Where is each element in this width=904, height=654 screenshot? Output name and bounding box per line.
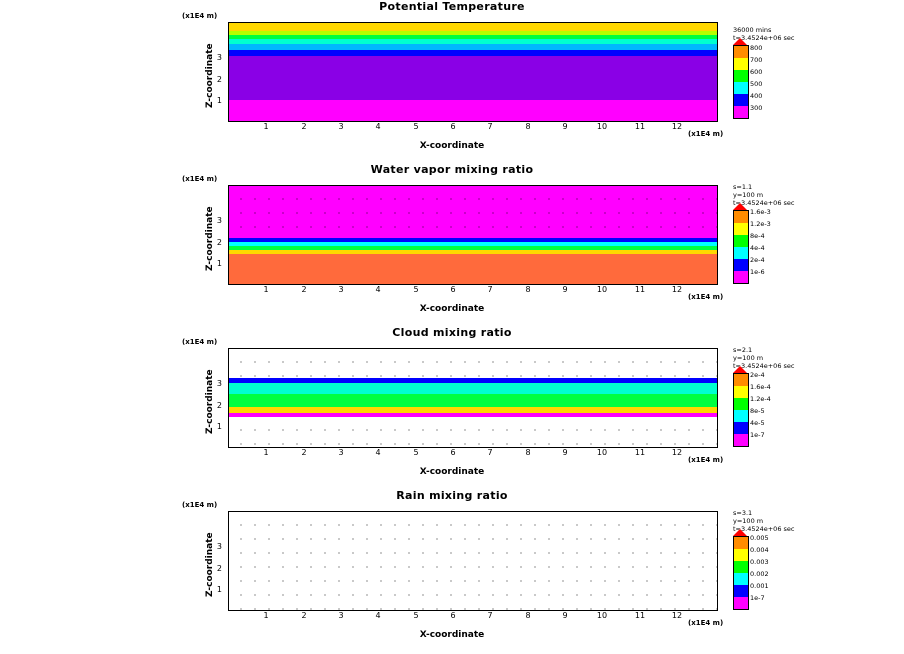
band (229, 100, 717, 121)
colorbar-potential-temperature (733, 45, 749, 119)
colorbar-tick-label: 0.005 (750, 534, 769, 542)
y-tick-label: 1 (216, 585, 222, 594)
panel-water-vapor-mixing-ratio (0, 163, 904, 323)
x-tick-label: 11 (634, 448, 646, 457)
colorbar-tick-label: 1e-7 (750, 594, 765, 602)
plot-area-cloud (228, 348, 718, 448)
colorbar-segment (734, 223, 748, 235)
y-tick-label: 2 (216, 564, 222, 573)
plot-area-rain (228, 511, 718, 611)
colorbar-segment (734, 46, 748, 58)
annotation-s-value: s=1.1 (733, 183, 753, 191)
colorbar-rain (733, 536, 749, 610)
y-tick-label: 2 (216, 75, 222, 84)
y-axis-unit: (x1E4 m) (182, 175, 218, 183)
plot-area-potential-temperature (228, 22, 718, 122)
colorbar-segment (734, 549, 748, 561)
colorbar-segment (734, 597, 748, 609)
colorbar-tick-label: 1.2e-3 (750, 220, 771, 228)
colorbar-segment (734, 58, 748, 70)
x-tick-label: 12 (671, 285, 683, 294)
x-axis-label: X-coordinate (419, 304, 485, 314)
colorbar-segment (734, 422, 748, 434)
colorbar-tick-label: 1.6e-3 (750, 208, 771, 216)
annotation-time-seconds: t=3.4524e+06 sec (733, 34, 795, 42)
x-tick-label: 1 (263, 285, 269, 294)
panel-title: Rain mixing ratio (396, 489, 508, 502)
x-tick-label: 4 (375, 448, 381, 457)
colorbar-segment (734, 211, 748, 223)
colorbar-tick-label: 1.2e-4 (750, 395, 771, 403)
panel-title: Water vapor mixing ratio (370, 163, 534, 176)
x-tick-label: 6 (450, 611, 456, 620)
x-tick-label: 5 (413, 611, 419, 620)
colorbar-segment (734, 259, 748, 271)
colorbar-tick-label: 2e-4 (750, 371, 765, 379)
x-tick-label: 7 (487, 611, 493, 620)
annotation-time-seconds: t=3.4524e+06 sec (733, 525, 795, 533)
panel-rain-mixing-ratio (0, 489, 904, 654)
colorbar-segment (734, 82, 748, 94)
annotation-y-value: y=100 m (733, 517, 764, 525)
y-axis-label: Z-coordinate (205, 43, 215, 108)
y-axis-label: Z-coordinate (205, 369, 215, 434)
x-tick-label: 2 (301, 448, 307, 457)
colorbar-segment (734, 235, 748, 247)
x-axis-unit: (x1E4 m) (688, 130, 724, 138)
x-axis-label: X-coordinate (419, 141, 485, 151)
panel-title: Cloud mixing ratio (392, 326, 512, 339)
band (229, 254, 717, 284)
y-axis-unit: (x1E4 m) (182, 338, 218, 346)
colorbar-tick-label: 500 (750, 80, 763, 88)
x-tick-label: 12 (671, 611, 683, 620)
colorbar-segment (734, 386, 748, 398)
x-tick-label: 5 (413, 122, 419, 131)
x-tick-label: 9 (562, 611, 568, 620)
colorbar-water-vapor (733, 210, 749, 284)
x-tick-label: 8 (525, 611, 531, 620)
y-tick-label: 1 (216, 96, 222, 105)
colorbar-segment (734, 434, 748, 446)
x-tick-label: 3 (338, 122, 344, 131)
annotation-s-value: s=2.1 (733, 346, 753, 354)
colorbar-tick-label: 2e-4 (750, 256, 765, 264)
x-tick-label: 4 (375, 611, 381, 620)
x-tick-label: 8 (525, 285, 531, 294)
band (229, 394, 717, 407)
grid-dots-lower (229, 417, 717, 447)
colorbar-segment (734, 94, 748, 106)
y-tick-label: 2 (216, 401, 222, 410)
x-tick-label: 6 (450, 285, 456, 294)
grid-dots (229, 186, 717, 238)
colorbar-tick-label: 0.002 (750, 570, 769, 578)
x-tick-label: 4 (375, 122, 381, 131)
x-tick-label: 7 (487, 448, 493, 457)
band (229, 56, 717, 100)
x-tick-label: 7 (487, 285, 493, 294)
x-tick-label: 12 (671, 448, 683, 457)
y-tick-label: 3 (216, 216, 222, 225)
colorbar-segment (734, 374, 748, 386)
colorbar-segment (734, 585, 748, 597)
annotation-time-seconds: t=3.4524e+06 sec (733, 362, 795, 370)
x-tick-label: 5 (413, 448, 419, 457)
band (229, 23, 717, 31)
colorbar-cloud (733, 373, 749, 447)
colorbar-tick-label: 4e-5 (750, 419, 765, 427)
x-axis-label: X-coordinate (419, 630, 485, 640)
x-tick-label: 12 (671, 122, 683, 131)
colorbar-top-arrow (733, 529, 747, 536)
x-tick-label: 9 (562, 285, 568, 294)
grid-dots (229, 512, 717, 610)
x-tick-label: 5 (413, 285, 419, 294)
x-tick-label: 10 (596, 285, 608, 294)
colorbar-segment (734, 573, 748, 585)
colorbar-tick-label: 1e-6 (750, 268, 765, 276)
y-tick-label: 1 (216, 259, 222, 268)
colorbar-segment (734, 271, 748, 283)
colorbar-tick-label: 800 (750, 44, 763, 52)
colorbar-tick-label: 700 (750, 56, 763, 64)
band (229, 383, 717, 394)
colorbar-tick-label: 0.004 (750, 546, 769, 554)
x-axis-unit: (x1E4 m) (688, 619, 724, 627)
x-axis-label: X-coordinate (419, 467, 485, 477)
colorbar-tick-label: 4e-4 (750, 244, 765, 252)
annotation-time-seconds: t=3.4524e+06 sec (733, 199, 795, 207)
x-axis-unit: (x1E4 m) (688, 456, 724, 464)
colorbar-segment (734, 70, 748, 82)
y-axis-label: Z-coordinate (205, 206, 215, 271)
x-tick-label: 10 (596, 611, 608, 620)
y-tick-label: 3 (216, 53, 222, 62)
panel-potential-temperature (0, 0, 904, 160)
x-tick-label: 8 (525, 122, 531, 131)
colorbar-tick-label: 600 (750, 68, 763, 76)
colorbar-segment (734, 398, 748, 410)
y-tick-label: 3 (216, 379, 222, 388)
annotation-y-value: y=100 m (733, 191, 764, 199)
contour-bands (229, 23, 717, 121)
x-axis-unit: (x1E4 m) (688, 293, 724, 301)
y-axis-unit: (x1E4 m) (182, 12, 218, 20)
panel-cloud-mixing-ratio (0, 326, 904, 486)
y-axis-unit: (x1E4 m) (182, 501, 218, 509)
grid-dots-upper (229, 349, 717, 378)
x-tick-label: 2 (301, 611, 307, 620)
x-tick-label: 3 (338, 285, 344, 294)
colorbar-segment (734, 106, 748, 118)
colorbar-segment (734, 410, 748, 422)
colorbar-tick-label: 8e-4 (750, 232, 765, 240)
colorbar-tick-label: 300 (750, 104, 763, 112)
colorbar-segment (734, 561, 748, 573)
colorbar-tick-label: 1.6e-4 (750, 383, 771, 391)
x-tick-label: 3 (338, 448, 344, 457)
x-tick-label: 6 (450, 448, 456, 457)
y-tick-label: 2 (216, 238, 222, 247)
x-tick-label: 4 (375, 285, 381, 294)
annotation-s-value: s=3.1 (733, 509, 753, 517)
x-tick-label: 2 (301, 285, 307, 294)
y-tick-label: 3 (216, 542, 222, 551)
colorbar-tick-label: 1e-7 (750, 431, 765, 439)
x-tick-label: 10 (596, 122, 608, 131)
x-tick-label: 2 (301, 122, 307, 131)
annotation-time-steps: 36000 mins (733, 26, 772, 34)
colorbar-top-arrow (733, 366, 747, 373)
y-tick-label: 1 (216, 422, 222, 431)
colorbar-tick-label: 0.003 (750, 558, 769, 566)
x-tick-label: 10 (596, 448, 608, 457)
x-tick-label: 9 (562, 448, 568, 457)
x-tick-label: 8 (525, 448, 531, 457)
annotation-y-value: y=100 m (733, 354, 764, 362)
x-tick-label: 1 (263, 448, 269, 457)
colorbar-top-arrow (733, 38, 747, 45)
x-tick-label: 1 (263, 611, 269, 620)
x-tick-label: 11 (634, 122, 646, 131)
x-tick-label: 7 (487, 122, 493, 131)
colorbar-segment (734, 247, 748, 259)
colorbar-tick-label: 0.001 (750, 582, 769, 590)
plot-area-water-vapor (228, 185, 718, 285)
colorbar-tick-label: 400 (750, 92, 763, 100)
x-tick-label: 11 (634, 285, 646, 294)
panel-title: Potential Temperature (379, 0, 525, 13)
x-tick-label: 3 (338, 611, 344, 620)
colorbar-tick-label: 8e-5 (750, 407, 765, 415)
x-tick-label: 9 (562, 122, 568, 131)
colorbar-top-arrow (733, 203, 747, 210)
x-tick-label: 11 (634, 611, 646, 620)
x-tick-label: 6 (450, 122, 456, 131)
x-tick-label: 1 (263, 122, 269, 131)
colorbar-segment (734, 537, 748, 549)
y-axis-label: Z-coordinate (205, 532, 215, 597)
